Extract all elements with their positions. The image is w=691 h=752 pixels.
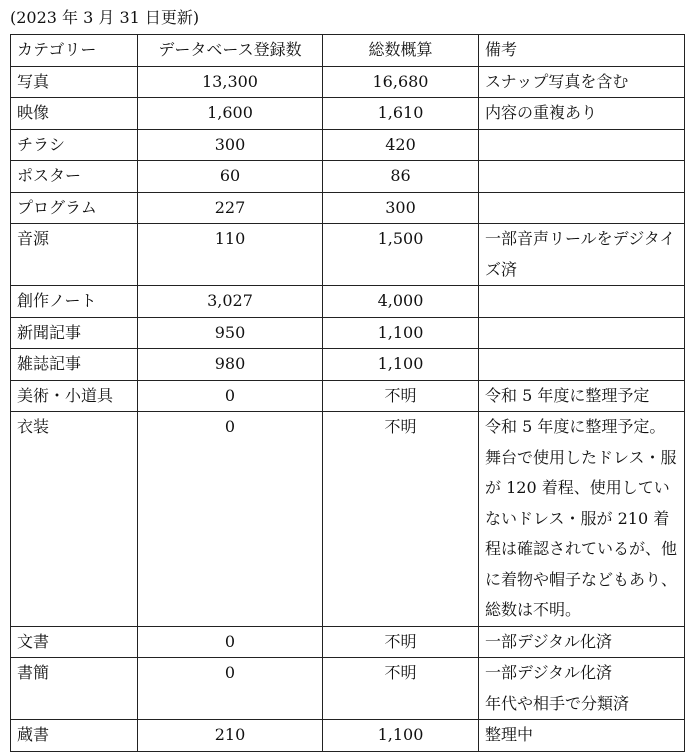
cell-db-count: 0 [138,380,323,412]
cell-db-count: 950 [138,317,323,349]
cell-estimate: 1,100 [323,317,479,349]
cell-category: 創作ノート [11,286,138,318]
table-row [11,317,685,349]
table-row [11,129,685,161]
header-note: 備考 [479,35,685,67]
cell-db-count: 0 [138,658,323,720]
updated-date: (2023 年 3 月 31 日更新) [10,8,200,27]
table-row [11,720,685,752]
cell-category: 書簡 [11,658,138,720]
cell-estimate: 1,610 [323,98,479,130]
table-row [11,66,685,98]
table-row [11,412,685,627]
cell-db-count: 110 [138,224,323,286]
cell-db-count: 0 [138,626,323,658]
cell-note: 令和 5 年度に整理予定 [479,380,685,412]
cell-db-count: 210 [138,720,323,752]
cell-db-count: 13,300 [138,66,323,98]
cell-category: プログラム [11,192,138,224]
table-row [11,224,685,286]
cell-db-count: 980 [138,349,323,381]
header-estimate: 総数概算 [323,35,479,67]
cell-note [479,192,685,224]
cell-estimate: 不明 [323,658,479,720]
cell-category: 美術・小道具 [11,380,138,412]
cell-estimate: 16,680 [323,66,479,98]
table-row [11,626,685,658]
cell-estimate: 86 [323,161,479,193]
cell-category: 衣装 [11,412,138,627]
inventory-table [10,34,685,752]
cell-db-count: 60 [138,161,323,193]
table-row [11,286,685,318]
cell-note: スナップ写真を含む [479,66,685,98]
cell-category: 新聞記事 [11,317,138,349]
cell-estimate: 1,100 [323,349,479,381]
cell-estimate: 1,500 [323,224,479,286]
cell-estimate: 不明 [323,626,479,658]
cell-note: 一部音声リールをデジタイズ済 [479,224,685,286]
cell-estimate: 420 [323,129,479,161]
cell-estimate: 4,000 [323,286,479,318]
cell-note [479,349,685,381]
cell-category: ポスター [11,161,138,193]
cell-db-count: 0 [138,412,323,627]
table-row [11,98,685,130]
cell-note: 一部デジタル化済 年代や相手で分類済 [479,658,685,720]
cell-category: 雑誌記事 [11,349,138,381]
header-db-count: データベース登録数 [138,35,323,67]
cell-category: 蔵書 [11,720,138,752]
cell-db-count: 227 [138,192,323,224]
cell-note: 一部デジタル化済 [479,626,685,658]
cell-estimate: 300 [323,192,479,224]
cell-db-count: 300 [138,129,323,161]
table-row [11,349,685,381]
cell-estimate: 1,100 [323,720,479,752]
cell-category: 映像 [11,98,138,130]
cell-category: 文書 [11,626,138,658]
header-category: カテゴリー [11,35,138,67]
cell-note [479,161,685,193]
table-row [11,380,685,412]
cell-note [479,286,685,318]
table-row [11,192,685,224]
cell-note: 整理中 [479,720,685,752]
cell-note: 内容の重複あり [479,98,685,130]
cell-estimate: 不明 [323,412,479,627]
table-header-row [11,35,685,67]
cell-db-count: 3,027 [138,286,323,318]
cell-db-count: 1,600 [138,98,323,130]
cell-note [479,317,685,349]
cell-category: 音源 [11,224,138,286]
cell-note [479,129,685,161]
table-row [11,658,685,720]
cell-estimate: 不明 [323,380,479,412]
table-row [11,161,685,193]
cell-category: チラシ [11,129,138,161]
cell-category: 写真 [11,66,138,98]
cell-note: 令和 5 年度に整理予定。舞台で使用したドレス・服が 120 着程、使用していないドレス・服が 210 着程は確認されているが、他に着物や帽子などもあり、総数は不明。 [479,412,685,627]
